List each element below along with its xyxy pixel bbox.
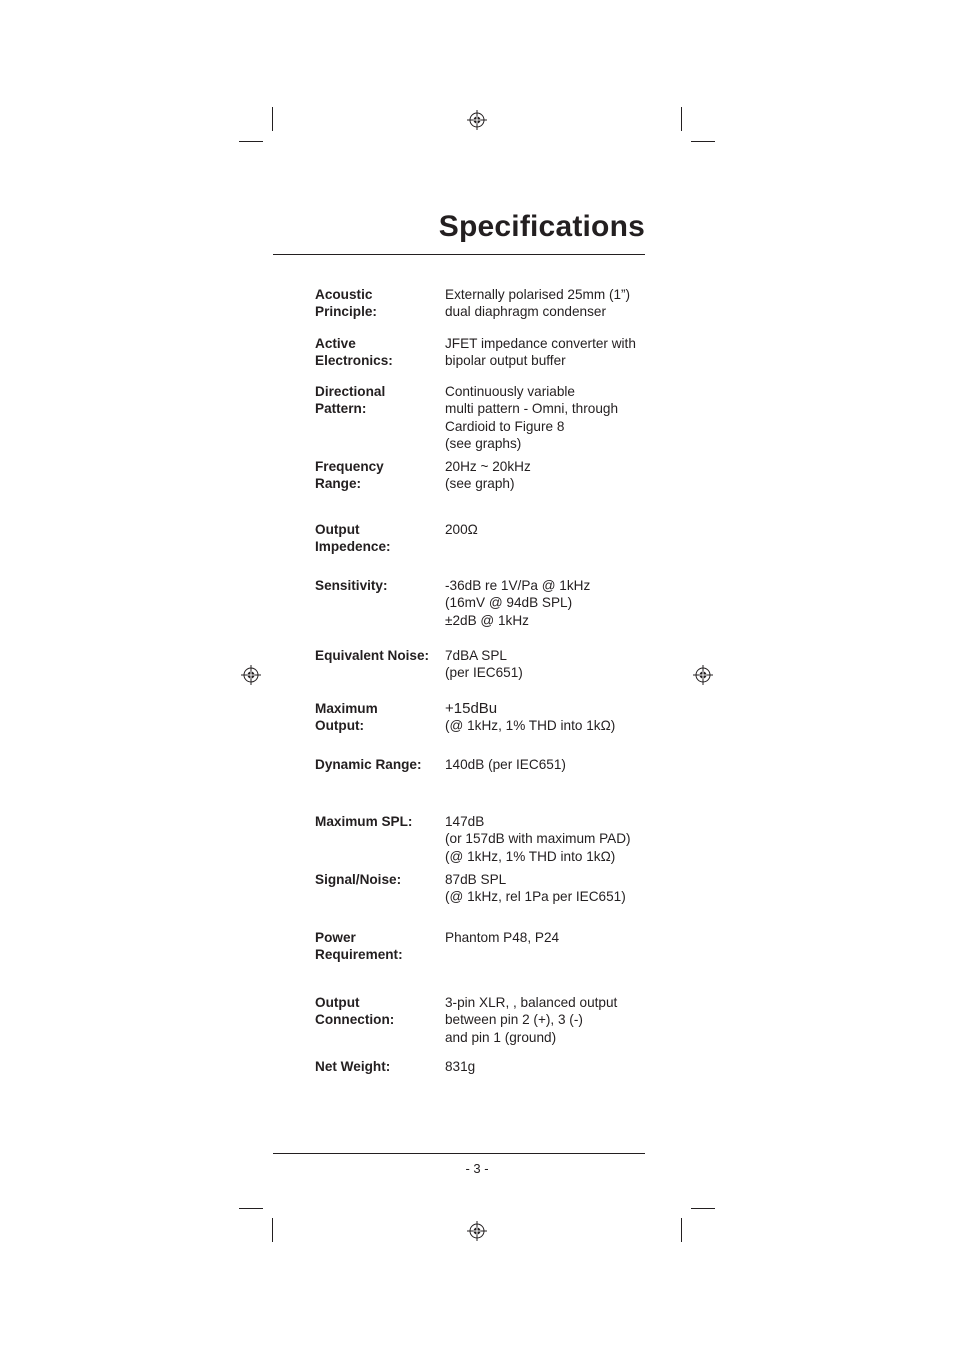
spec-value: 20Hz ~ 20kHz (see graph) (445, 459, 531, 492)
spec-label: Power Requirement: (315, 930, 403, 963)
spec-value: 147dB (or 157dB with maximum PAD) (@ 1kHz, 1% THD into 1kΩ) (445, 814, 631, 864)
registration-mark-icon (467, 110, 487, 130)
spec-label: Directional Pattern: (315, 384, 386, 417)
crop-mark-bottom-left-vertical (272, 1218, 273, 1242)
spec-label: Acoustic Principle: (315, 287, 377, 320)
crop-mark-top-left-horizontal (239, 141, 263, 142)
spec-label: Dynamic Range: (315, 757, 422, 772)
crop-mark-bottom-left-horizontal (239, 1208, 263, 1209)
spec-value: +15dBu (@ 1kHz, 1% THD into 1kΩ) (445, 700, 616, 734)
spec-value: 3-pin XLR, , balanced output between pin 2 (+), 3 (-) and pin 1 (ground) (445, 995, 618, 1045)
registration-mark-icon (241, 665, 261, 685)
spec-label: Signal/Noise: (315, 872, 402, 887)
page-number: - 3 - (465, 1161, 489, 1176)
spec-value: 87dB SPL (@ 1kHz, rel 1Pa per IEC651) (445, 872, 626, 905)
registration-mark-icon (693, 665, 713, 685)
crop-mark-top-left-vertical (272, 107, 273, 131)
crop-mark-bottom-right-vertical (681, 1218, 682, 1242)
spec-label: Sensitivity: (315, 578, 388, 593)
registration-mark-icon (467, 1221, 487, 1241)
crop-mark-top-right-horizontal (691, 141, 715, 142)
spec-label: Output Impedence: (315, 522, 391, 555)
spec-label: Equivalent Noise: (315, 648, 430, 663)
footer-rule (273, 1153, 645, 1154)
spec-value: -36dB re 1V/Pa @ 1kHz (16mV @ 94dB SPL) ±2dB @ 1kHz (445, 578, 591, 628)
spec-label: Maximum Output: (315, 701, 378, 734)
spec-value: 7dBA SPL (per IEC651) (445, 648, 523, 681)
spec-value: Phantom P48, P24 (445, 930, 560, 945)
page-title: Specifications (438, 210, 645, 243)
spec-value: Continuously variable multi pattern - Omni, through Cardioid to Figure 8 (see graphs) (445, 384, 619, 451)
crop-mark-bottom-right-horizontal (691, 1208, 715, 1209)
spec-value: 200Ω (445, 522, 478, 537)
spec-label: Active Electronics: (315, 336, 393, 369)
spec-label: Net Weight: (315, 1059, 391, 1074)
title-rule (273, 254, 645, 255)
spec-value: 831g (445, 1059, 476, 1074)
spec-label: Output Connection: (315, 995, 395, 1028)
spec-value: Externally polarised 25mm (1”) dual diaphragm condenser (445, 287, 631, 320)
spec-label: Maximum SPL: (315, 814, 413, 829)
spec-value: JFET impedance converter with bipolar output buffer (445, 336, 636, 369)
spec-value: 140dB (per IEC651) (445, 757, 566, 772)
spec-label: Frequency Range: (315, 459, 384, 492)
crop-mark-top-right-vertical (681, 107, 682, 131)
